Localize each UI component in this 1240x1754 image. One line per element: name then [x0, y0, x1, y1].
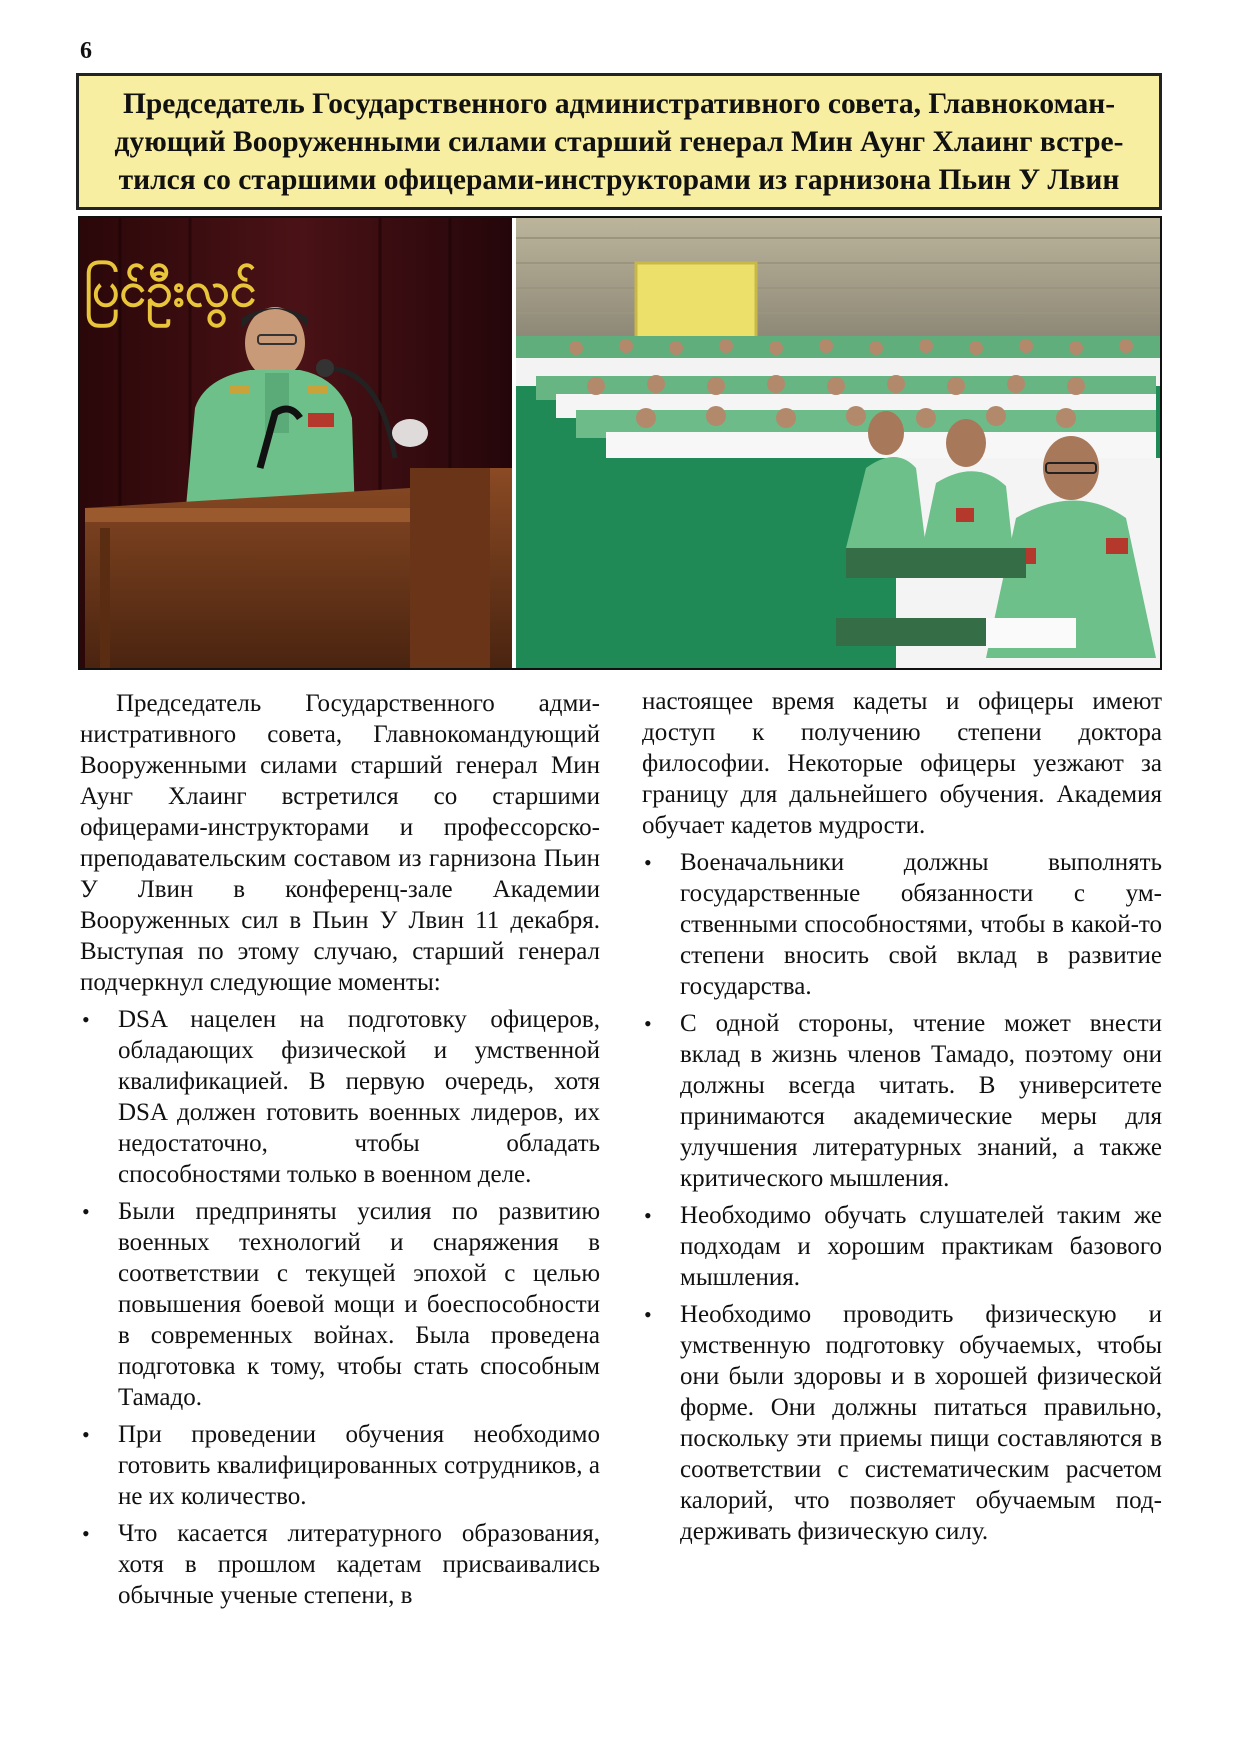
list-item: • Необходимо проводить физическую и умственную подготовку обучаемых, чтобы они были здоровы и в хорошей физической форме. Они должны питаться правильно, поскольку эти приемы пищи составляются в соответствии с систематическим расчетом калорий, что позволяет обучаемым поддерживать физическую силу.	[644, 1301, 1162, 1545]
page-number: 6	[80, 38, 92, 64]
list-item: • При проведении обучения необходимо готовить квалифицированных сотрудников, а не их количество.	[82, 1421, 600, 1510]
intro-paragraph: Председатель Государственного административного совета, Главнокомандующий Вооруженными силами старший генерал Мин Аунг Хлаинг встретился со старшими офицерами-инструкторами и профессорско-преподавательским составом из гарнизона Пьин У Лвин в конференц-зале Академии Вооруженных сил в Пьин У Лвин 11 декабря. Выступая по этому случаю, старший генерал подчеркнул следующие моменты:	[80, 690, 600, 996]
list-item: • Были предприняты усилия по развитию военных технологий и снаряжения в соответствии с текущей эпохой с целью повышения боевой мощи и боеспособности в современных войнах. Была проведена подготовка к тому, чтобы стать способным Тамадо.	[82, 1198, 600, 1411]
list-item: • DSA нацелен на подготовку офицеров, обладающих физической и умственной квалификацией. В первую очередь, хотя DSA должен готовить военных лидеров, их недостаточно, чтобы обладать способностями только в военном деле.	[82, 1006, 600, 1188]
list-item: • Что касается литературного образования, хотя в прошлом кадетам присваивались обычные ученые степени, в	[82, 1520, 600, 1609]
right-bullet-list	[642, 847, 1162, 1547]
bullet-icon: •	[82, 1007, 90, 1032]
audience-photo	[516, 218, 1160, 668]
audience-photo-illustration	[516, 218, 1160, 668]
bullet-icon: •	[644, 1302, 652, 1327]
photo-strip	[78, 216, 1162, 670]
bullet-icon: •	[644, 1203, 652, 1228]
continuation-paragraph: настоящее время кадеты и офицеры имеют доступ к получению степени доктора философии. Некоторые офицеры уезжают за границу для дальнейшего обучения. Академия обучает кадетов мудрости.	[642, 688, 1162, 839]
left-bullet-list	[80, 1004, 600, 1611]
headline: Председатель Государственного административного совета, Главнокомандующий Вооруженными силами старший генерал Мин Аунг Хлаинг встретился со старшими офицерами-инструкторами из гарнизона Пьин У Лвин	[114, 87, 1124, 196]
list-item: • С одной стороны, чтение может внести вклад в жизнь членов Тамадо, поэтому они должны всегда читать. В университете принимаются академические меры для улучшения литературных знаний, а также критического мышления.	[644, 1010, 1162, 1192]
speaker-photo	[80, 218, 516, 668]
bullet-icon: •	[82, 1199, 90, 1224]
bullet-icon: •	[644, 1011, 652, 1036]
stage-sign-text: ပြင်ဦးလွင်	[84, 262, 257, 318]
speaker-photo-illustration	[80, 218, 512, 668]
list-item: • Необходимо обучать слушателей таким же подходам и хорошим практикам базового мышления.	[644, 1202, 1162, 1291]
list-item: • Военачальники должны выполнять государственные обязанности с умственными способностями, чтобы в какой-то степени вносить свой вклад в развитие государства.	[644, 849, 1162, 1000]
right-column	[642, 686, 1162, 1553]
bullet-icon: •	[82, 1422, 90, 1447]
bullet-icon: •	[644, 850, 652, 875]
headline-box	[76, 73, 1162, 210]
left-column	[80, 688, 600, 1617]
bullet-icon: •	[82, 1521, 90, 1546]
